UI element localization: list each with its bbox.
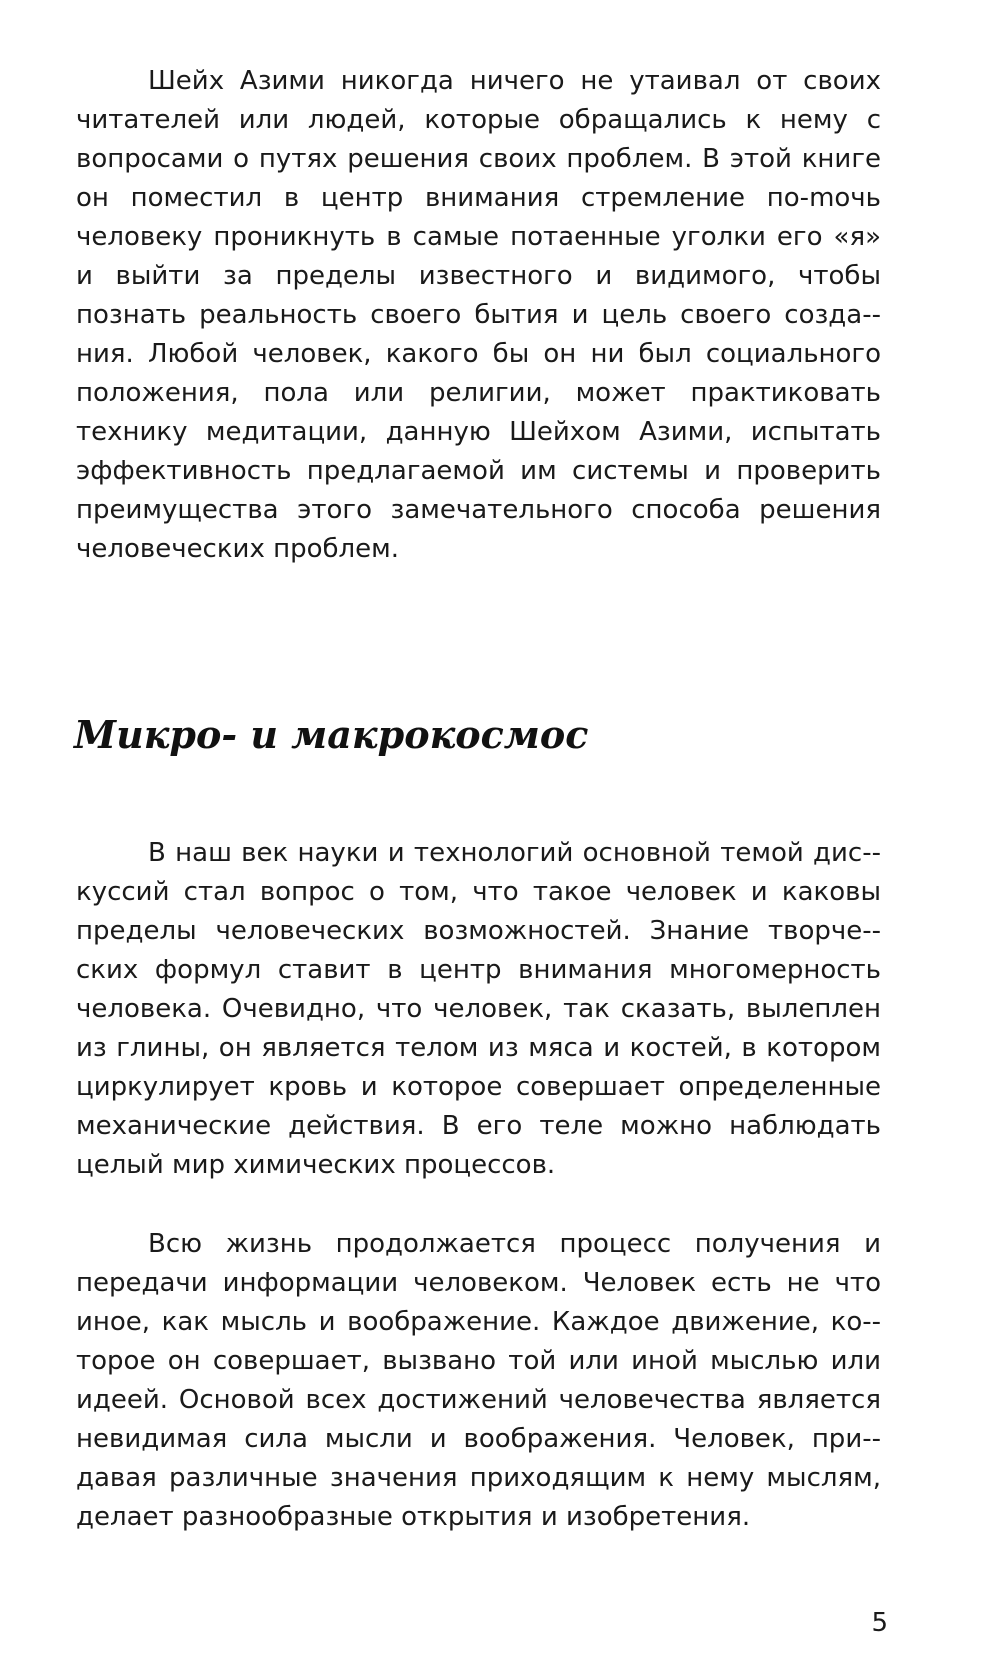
page-number: 5	[871, 1608, 888, 1638]
section-heading: Микро- и макрокосмос	[74, 712, 589, 757]
section-paragraph-2: Всю жизнь продолжается процесс получения и передачи информации человеком. Человек есть не что иное, как мысль и воображение. Каждое движение, ко-торое он совершает, вызвано той или иной мыслью или идеей. Основой всех достижений человечества является невидимая сила мысли и воображения. Человек, при-давая различные значения приходящим к нему мыслям, делает разнообразные открытия и изобретения.	[76, 1229, 881, 1532]
section-paragraph-1: В наш век науки и технологий основной темой дис-куссий стал вопрос о том, что такое человек и каковы пределы человеческих возможностей. Знание творче-ских формул ставит в центр внимания многомерность человека. Очевидно, что человек, так сказать, вылеплен из глины, он является телом из мяса и костей, в котором циркулирует кровь и которое совершает определенные механические действия. В его теле можно наблюдать целый мир химических процессов.	[76, 838, 881, 1180]
intro-paragraph: Шейх Азими никогда ничего не утаивал от своих читателей или людей, которые обращались к нему с вопросами о путях решения своих проблем. В этой книге он поместил в центр внимания стремление по-mочь человеку проникнуть в самые потаенные уголки его «я» и выйти за пределы известного и видимого, чтобы познать реальность своего бытия и цель своего созда-ния. Любой человек, какого бы он ни был социального положения, пола или религии, может практиковать технику медитации, данную Шейхом Азими, испытать эффективность предлагаемой им системы и проверить преимущества этого замечательного способа решения человеческих проблем.	[76, 66, 881, 564]
